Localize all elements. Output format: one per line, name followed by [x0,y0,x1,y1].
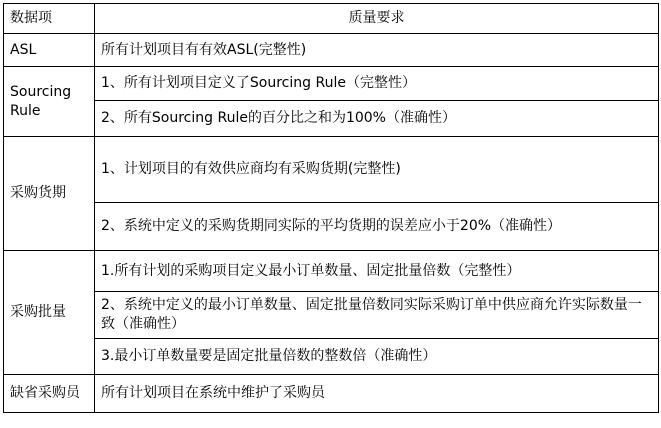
table-row [4,251,659,292]
requirement-cell: 2、所有Sourcing Rule的百分比之和为100%（准确性） [95,101,659,137]
table-header-row [4,4,659,34]
item-cell: 采购货期 [4,137,95,251]
table-row [4,101,659,137]
header-data-item: 数据项 [4,4,95,34]
item-cell: Sourcing Rule [4,67,95,137]
header-quality-requirement: 质量要求 [95,4,659,34]
requirement-cell: 3.最小订单数量要是固定批量倍数的整数倍（准确性） [95,339,659,375]
requirement-cell: 所有计划项目在系统中维护了采购员 [95,375,659,413]
table-row [4,292,659,339]
requirement-cell: 2、系统中定义的采购货期同实际的平均货期的误差应小于20%（准确性） [95,203,659,251]
table-row [4,67,659,101]
item-cell: 采购批量 [4,251,95,375]
requirement-cell: 1.所有计划的采购项目定义最小订单数量、固定批量倍数（完整性） [95,251,659,292]
table-row [4,203,659,251]
item-cell: ASL [4,34,95,67]
table-row [4,339,659,375]
requirement-cell: 所有计划项目有有效ASL(完整性) [95,34,659,67]
item-cell: 缺省采购员 [4,375,95,413]
requirement-cell: 2、系统中定义的最小订单数量、固定批量倍数同实际采购订单中供应商允许实际数量一致（准确性） [95,292,659,339]
table-row [4,137,659,203]
quality-requirements-table [3,3,659,413]
table-row [4,375,659,413]
requirement-cell: 1、计划项目的有效供应商均有采购货期(完整性) [95,137,659,203]
requirement-cell: 1、所有计划项目定义了Sourcing Rule（完整性） [95,67,659,101]
table-row [4,34,659,67]
